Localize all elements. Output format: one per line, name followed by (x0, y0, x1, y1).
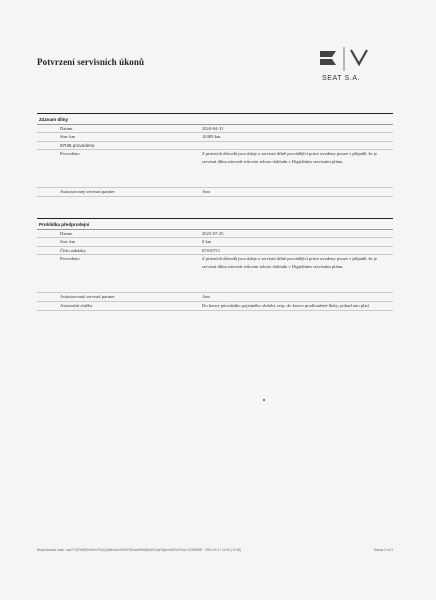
section-heading: Záznam dílny (37, 114, 393, 125)
page-title: Potvrzení servisních úkonů (37, 57, 145, 67)
table-row: Autorizovaný servisní partner Ano (37, 188, 393, 197)
security-hash: Bezpečnostní hash: onjz7YQFx5Pj9VnEm7RL4Qa9d4m4xKGBYDKdauRbNfQbd0OJpDNpeXmFDA7Noe CZ298499 · 2024-09-17 10:32 (+1:00) (37, 548, 242, 552)
table-row: Provedeno Z právních důvodů jsou údaje o servisní dílně provádějící práce uvedeny pouze v případě, že je servisní dílna zároveň tvůrcem tohoto dokladu v Digitálním servisním plánu. (37, 255, 393, 293)
table-row: Provedeno Z právních důvodů jsou údaje o servisní dílně provádějící práce uvedeny pouze v případě, že je servisní dílna zároveň tvůrcem tohoto dokladu v Digitálním servisním plánu. (37, 150, 393, 188)
brand-name: SEAT S.A. (322, 75, 361, 82)
section-heading: Prohlídka předprodejní (37, 219, 393, 230)
table-row: Autorizovaný servisní partner Ano (37, 293, 393, 302)
section-predelivery (37, 218, 393, 311)
bullet-dot (263, 399, 265, 401)
table-row: Datum 2023-07-25 (37, 230, 393, 239)
section-workshop-record (37, 113, 393, 197)
table-row: Stav km 10389 km (37, 133, 393, 142)
page-number: Strana 2 od 3 (373, 548, 393, 552)
seat-logo-icon (318, 45, 378, 75)
table-row: Datum 2024-04-31 (37, 125, 393, 134)
table-row: Asistenční služba Do konce původního pojistného období, resp. do konce prodloužené lhůty, pokud tato platí (37, 302, 393, 311)
table-row: 97HB provedeno (37, 142, 393, 151)
table-row: Stav km 0 km (37, 238, 393, 247)
table-row: Číslo zakázky 67010711 (37, 247, 393, 256)
page-footer (37, 548, 393, 552)
